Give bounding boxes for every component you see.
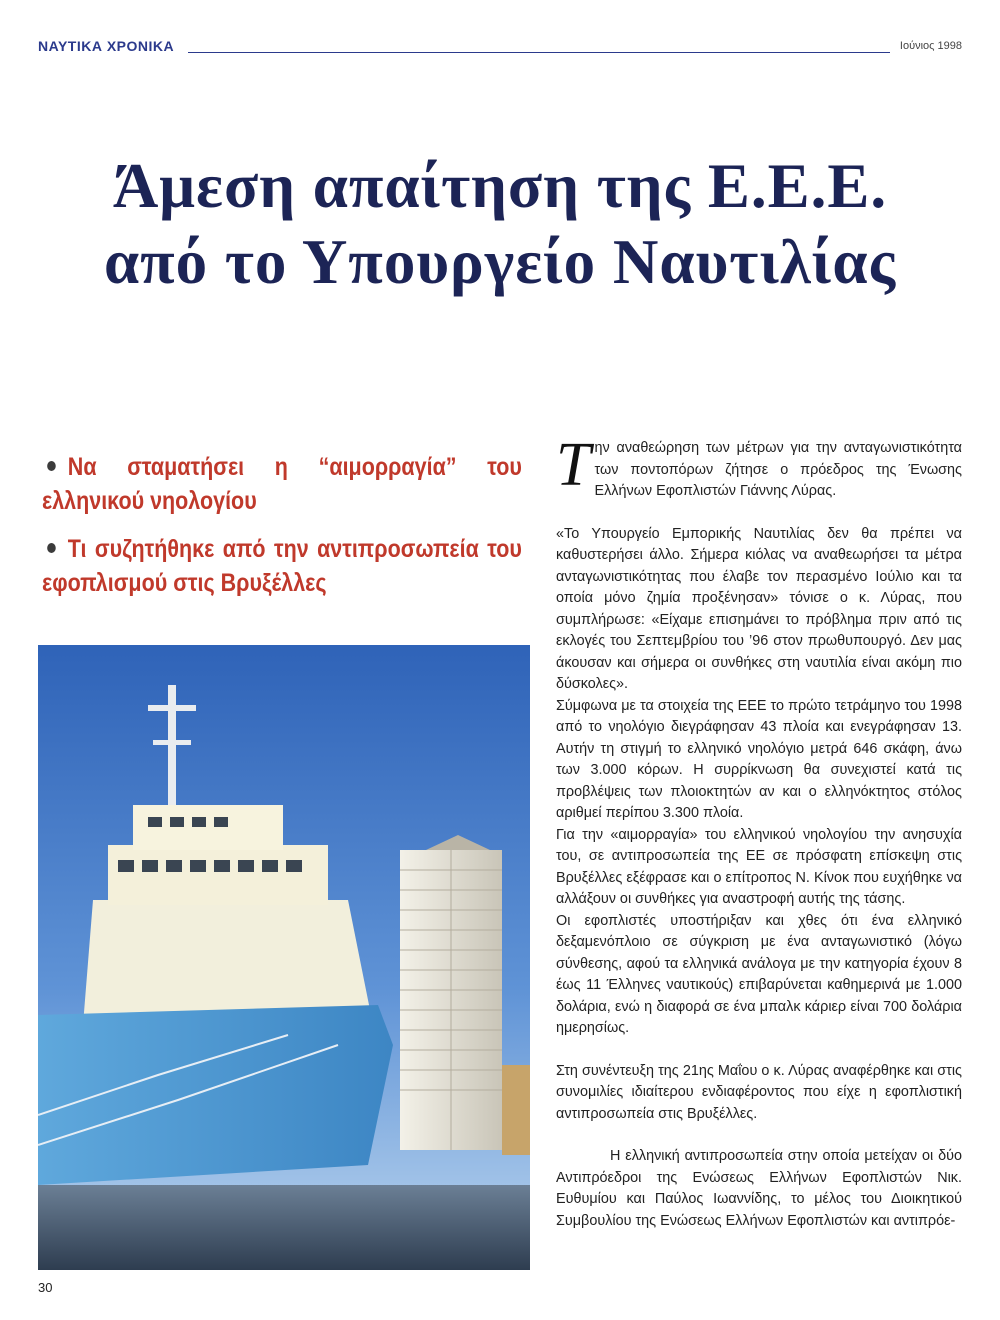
bullet-dot-icon bbox=[47, 461, 56, 471]
water bbox=[38, 1185, 530, 1270]
article-paragraph: Η ελληνική αντιπροσωπεία στην οποία μετείχαν οι δύο Αντιπρόεδροι της Ενώσεως Ελλήνων Εφοπλιστών Νικ. Ευθυμίου και Παύλος Ιωαννίδης, το μέλος του Διοικητικού Συμβουλίου της Ενώσεως Ελλήνων Εφοπλιστών και αντιπρόε- bbox=[556, 1148, 962, 1229]
headline-line-1: Άμεση απαίτηση της Ε.Ε.Ε. bbox=[112, 151, 888, 221]
article-lead-text: ην αναθεώρηση των μέτρων για την ανταγωνιστικότητα των ποντοπόρων ζήτησε ο πρόεδρος της Ένωσης Ελλήνων Εφοπλιστών Γιάννης Λύρας. bbox=[594, 440, 962, 499]
page-header bbox=[38, 36, 962, 58]
article-paragraph: Σύμφωνα με τα στοιχεία της ΕΕΕ το πρώτο τετράμηνο του 1998 από το νηολόγιο διεγράφησαν 43 πλοία και ενεγράφησαν 13. Αυτήν τη στιγμή το ελληνικό νηολόγιο μετρά 646 σκάφη, άνω των 3.000 κόρων. Η συρρίκνωση θα συνεχιστεί κατά τις προβλέψεις των πλοιοκτητών αν και ο ελληνόκτητος στόλος αριθμεί περίπου 3.300 πλοία. bbox=[556, 697, 962, 821]
subheadline-item bbox=[42, 450, 522, 518]
article-paragraph: Οι εφοπλιστές υποστήριξαν και χθες ότι ένα ελληνικό δεξαμενόπλοιο σε σύγκριση με ένα ανταγωνιστικό (λόγω σύνθεσης, αφού τα ελληνικά ανάλογα με την κατηγορία έχουν 8 έως 11 Έλληνες ναυτικούς) επιβαρύνεται καθημερινά με 1.000 δολάρια, ενώ η διαφορά σε ένα μπαλκ κάριερ είναι 700 δολάρια ημερησίως. bbox=[556, 912, 962, 1036]
magazine-name: ΝΑΥΤΙΚΑ ΧΡΟΝΙΚΑ bbox=[38, 38, 175, 54]
subheadline-text: Τι συζητήθηκε από την αντιπροσωπεία του εφοπλισμού στις Βρυξέλλες bbox=[42, 535, 522, 597]
article-lead bbox=[556, 431, 962, 503]
article-paragraph: Για την «αιμορραγία» του ελληνικού νηολογίου την ανησυχία του, σε αντιπροσωπεία της ΕΕ σε πρόσφατη επίσκεψη στις Βρυξέλλες εξέφρασε και ο επίτροπος Ν. Κίνοκ που ευχήθηκε να αλλάξουν οι συνθήκες για αναστροφή αυτής της τάσης. bbox=[556, 826, 962, 907]
bullet-dot-icon bbox=[47, 543, 56, 553]
headline bbox=[30, 148, 970, 300]
headline-line-2: από το Υπουργείο Ναυτιλίας bbox=[103, 227, 897, 297]
subheadline-text: Να σταματήσει η “αιμορραγία” του ελληνικού νηολογίου bbox=[42, 453, 522, 515]
issue-date: Ιούνιος 1998 bbox=[899, 40, 962, 52]
article-paragraph: «Το Υπουργείο Εμπορικής Ναυτιλίας δεν θα πρέπει να καθυστερήσει άλλο. Σήμερα κιόλας να αναθεωρήσει τα μέτρα ανταγωνιστικότητας που έλαβε τον περασμένο Ιούλιο και τα οποία μόνο ζημία προξένησαν» τόνισε ο κ. Λύρας, που συμπλήρωσε: «Είχαμε επισημάνει το πρόβλημα πριν από τις εκλογές του Σεπτεμβρίου του ’96 στον πρωθυπουργό. Δεν μας άκουσαν και σήμερα οι συνθήκες στη ναυτιλία είναι ακόμη πιο δύσκολες». bbox=[556, 525, 962, 692]
article-paragraph: Στη συνέντευξη της 21ης Μαΐου ο κ. Λύρας αναφέρθηκε και στις συνομιλίες ιδιαίτερου ενδιαφέροντος που είχε η εφοπλιστική αντιπροσωπεία στις Βρυξέλλες. bbox=[556, 1062, 962, 1122]
header-rule bbox=[188, 52, 890, 53]
subheadline-item bbox=[42, 532, 522, 600]
drop-cap: Τ bbox=[556, 431, 591, 499]
page-number: 30 bbox=[38, 1280, 53, 1295]
subheadline-list bbox=[42, 450, 522, 614]
article-body bbox=[556, 431, 962, 1232]
ship-photo bbox=[38, 645, 530, 1270]
